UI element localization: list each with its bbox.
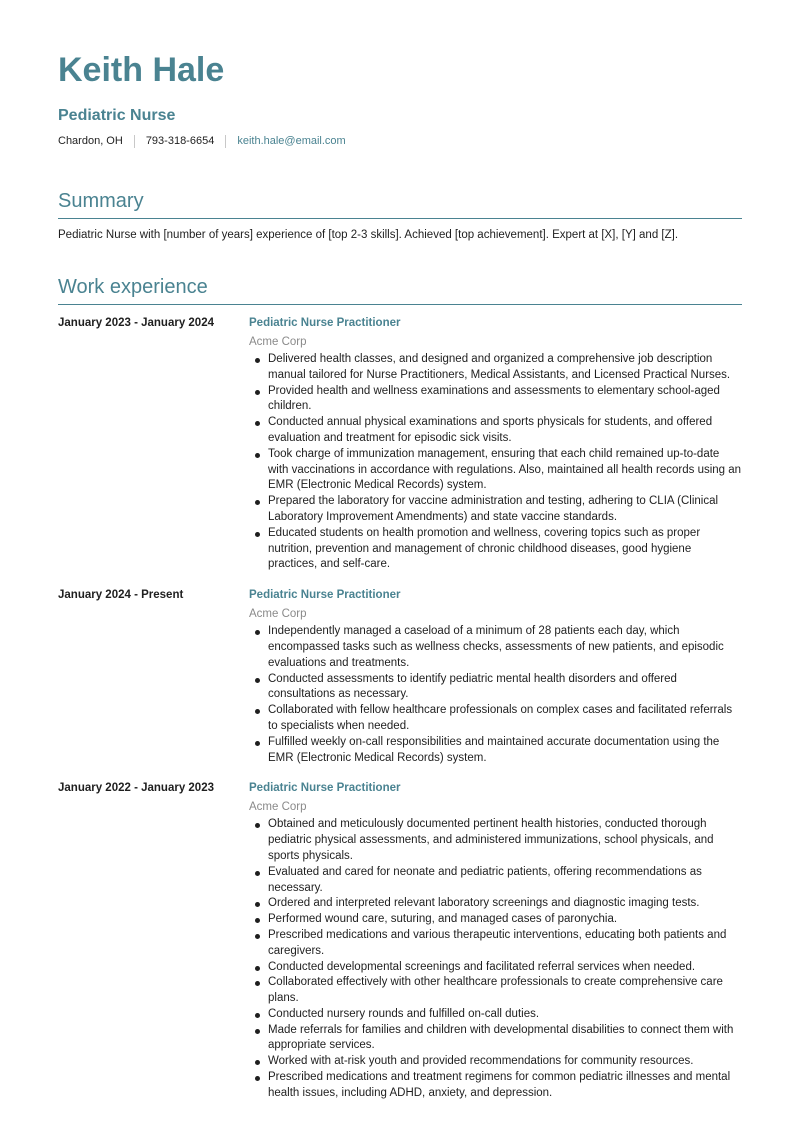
bullet-dot-icon: [255, 981, 260, 986]
work-experience-section: [58, 274, 742, 1102]
bullet-dot-icon: [255, 453, 260, 458]
resume-header: [58, 50, 742, 148]
bullet-dot-icon: [255, 934, 260, 939]
bullet-text: Conducted nursery rounds and fulfilled on-call duties.: [268, 1007, 540, 1020]
list-item: [249, 494, 742, 526]
list-item: [249, 1054, 742, 1070]
bullet-dot-icon: [255, 1076, 260, 1081]
summary-section: [58, 188, 742, 243]
bullet-dot-icon: [255, 871, 260, 876]
bullet-dot-icon: [255, 421, 260, 426]
job-position: Pediatric Nurse Practitioner: [249, 782, 401, 795]
bullet-text: Conducted developmental screenings and facilitated referral services when needed.: [268, 960, 696, 973]
bullet-text: Worked with at-risk youth and provided recommendations for community resources.: [268, 1055, 694, 1068]
job-bullet-list: [249, 624, 742, 766]
bullet-text: Prescribed medications and various therapeutic interventions, educating both patients and caregivers.: [268, 928, 727, 957]
bullet-dot-icon: [255, 532, 260, 537]
list-item: [249, 526, 742, 573]
list-item: [249, 1007, 742, 1023]
bullet-dot-icon: [255, 500, 260, 505]
list-item: [249, 928, 742, 960]
list-item: [249, 352, 742, 384]
job-company: Acme Corp: [249, 336, 307, 348]
job-details: [249, 587, 742, 766]
list-item: [249, 624, 742, 671]
contact-email-link[interactable]: keith.hale@email.com: [237, 135, 346, 147]
summary-text: Pediatric Nurse with [number of years] experience of [top 2-3 skills]. Achieved [top achievement]. Expert at [X], [Y] and [Z].: [58, 229, 679, 241]
job-company: Acme Corp: [249, 801, 307, 814]
job-entry: [58, 587, 742, 766]
bullet-text: Ordered and interpreted relevant laboratory screenings and diagnostic imaging tests.: [268, 897, 700, 910]
bullet-text: Independently managed a caseload of a minimum of 28 patients each day, which encompassed tasks such as wellness checks, assessments of new patients, and episodic evaluations and treatments.: [268, 625, 724, 669]
bullet-dot-icon: [255, 390, 260, 395]
bullet-text: Conducted annual physical examinations and sports physicals for students, and offered evaluation and treatment for episodic sick visits.: [268, 416, 713, 444]
job-position: Pediatric Nurse Practitioner: [249, 317, 401, 329]
contact-divider: [134, 135, 135, 148]
job-details: [249, 780, 742, 1101]
bullet-dot-icon: [255, 902, 260, 907]
bullet-text: Educated students on health promotion and wellness, covering topics such as proper nutrition, prevention and management of chronic childhood diseases, good hygiene practices, and self-care.: [268, 526, 701, 571]
job-entry: [58, 780, 742, 1101]
bullet-dot-icon: [255, 918, 260, 923]
bullet-text: Collaborated with fellow healthcare professionals on complex cases and facilitated referrals to specialists when needed.: [268, 704, 733, 732]
bullet-dot-icon: [255, 966, 260, 971]
summary-heading: Summary: [58, 188, 742, 219]
bullet-dot-icon: [255, 1060, 260, 1065]
list-item: [249, 960, 742, 976]
list-item: [249, 703, 742, 735]
list-item: [249, 896, 742, 912]
list-item: [249, 1070, 742, 1102]
bullet-text: Collaborated effectively with other healthcare professionals to create comprehensive care plans.: [268, 976, 723, 1005]
bullet-text: Obtained and meticulously documented pertinent health histories, conducted thorough pediatric physical assessments, and administered immunizations, school physicals, and sports physicals.: [268, 818, 714, 862]
list-item: [249, 975, 742, 1007]
list-item: [249, 672, 742, 704]
bullet-dot-icon: [255, 709, 260, 714]
bullet-dot-icon: [255, 823, 260, 828]
bullet-text: Performed wound care, suturing, and managed cases of paronychia.: [268, 913, 618, 926]
contact-divider: [225, 135, 226, 148]
bullet-dot-icon: [255, 630, 260, 635]
bullet-dot-icon: [255, 358, 260, 363]
candidate-name: Keith Hale: [58, 51, 225, 89]
bullet-text: Provided health and wellness examinations and assessments to elementary school-aged children.: [268, 384, 720, 413]
bullet-text: Prescribed medications and treatment regimens for common pediatric illnesses and mental health issues, including ADHD, anxiety, and depression.: [268, 1071, 731, 1099]
list-item: [249, 415, 742, 447]
contact-phone: 793-318-6654: [145, 135, 215, 147]
bullet-text: Evaluated and cared for neonate and pediatric patients, offering recommendations as necessary.: [268, 865, 702, 894]
contact-location: Chardon, OH: [58, 135, 123, 147]
contact-info: [58, 134, 742, 148]
bullet-dot-icon: [255, 741, 260, 746]
job-entry: [58, 315, 742, 573]
job-bullet-list: [249, 817, 742, 1101]
list-item: [249, 817, 742, 864]
job-bullet-list: [249, 352, 742, 573]
list-item: [249, 447, 742, 494]
list-item: [249, 912, 742, 928]
job-details: [249, 315, 742, 573]
bullet-text: Fulfilled weekly on-call responsibilities and maintained accurate documentation using the EMR (Electronic Medical Records) system.: [268, 735, 720, 764]
job-dates: January 2022 - January 2023: [58, 782, 214, 795]
list-item: [249, 865, 742, 897]
bullet-text: Made referrals for families and children with developmental disabilities to connect them with appropriate services.: [268, 1023, 734, 1052]
work-experience-heading: Work experience: [58, 274, 742, 305]
candidate-title: Pediatric Nurse: [58, 107, 176, 124]
job-dates: January 2023 - January 2024: [58, 317, 214, 329]
list-item: [249, 735, 742, 767]
bullet-dot-icon: [255, 1029, 260, 1034]
job-position: Pediatric Nurse Practitioner: [249, 589, 401, 602]
list-item: [249, 384, 742, 416]
job-company: Acme Corp: [249, 608, 307, 621]
bullet-dot-icon: [255, 1013, 260, 1018]
job-dates: January 2024 - Present: [58, 589, 184, 602]
bullet-text: Took charge of immunization management, ensuring that each child remained up-to-date with vaccinations in accordance with regulations. Also, maintained all health records using an EMR (Electronic Medical Records) system.: [268, 447, 742, 492]
jobs-list: [58, 315, 742, 1102]
bullet-text: Prepared the laboratory for vaccine administration and testing, adhering to CLIA (Clinical Laboratory Improvement Amendments) and state vaccine standards.: [268, 495, 719, 523]
bullet-text: Conducted assessments to identify pediatric mental health disorders and offered consultations as necessary.: [268, 672, 677, 701]
list-item: [249, 1023, 742, 1055]
bullet-dot-icon: [255, 678, 260, 683]
bullet-text: Delivered health classes, and designed and organized a comprehensive job description manual tailored for Nurse Practitioners, Medical Assistants, and Licensed Practical Nurses.: [268, 353, 731, 381]
